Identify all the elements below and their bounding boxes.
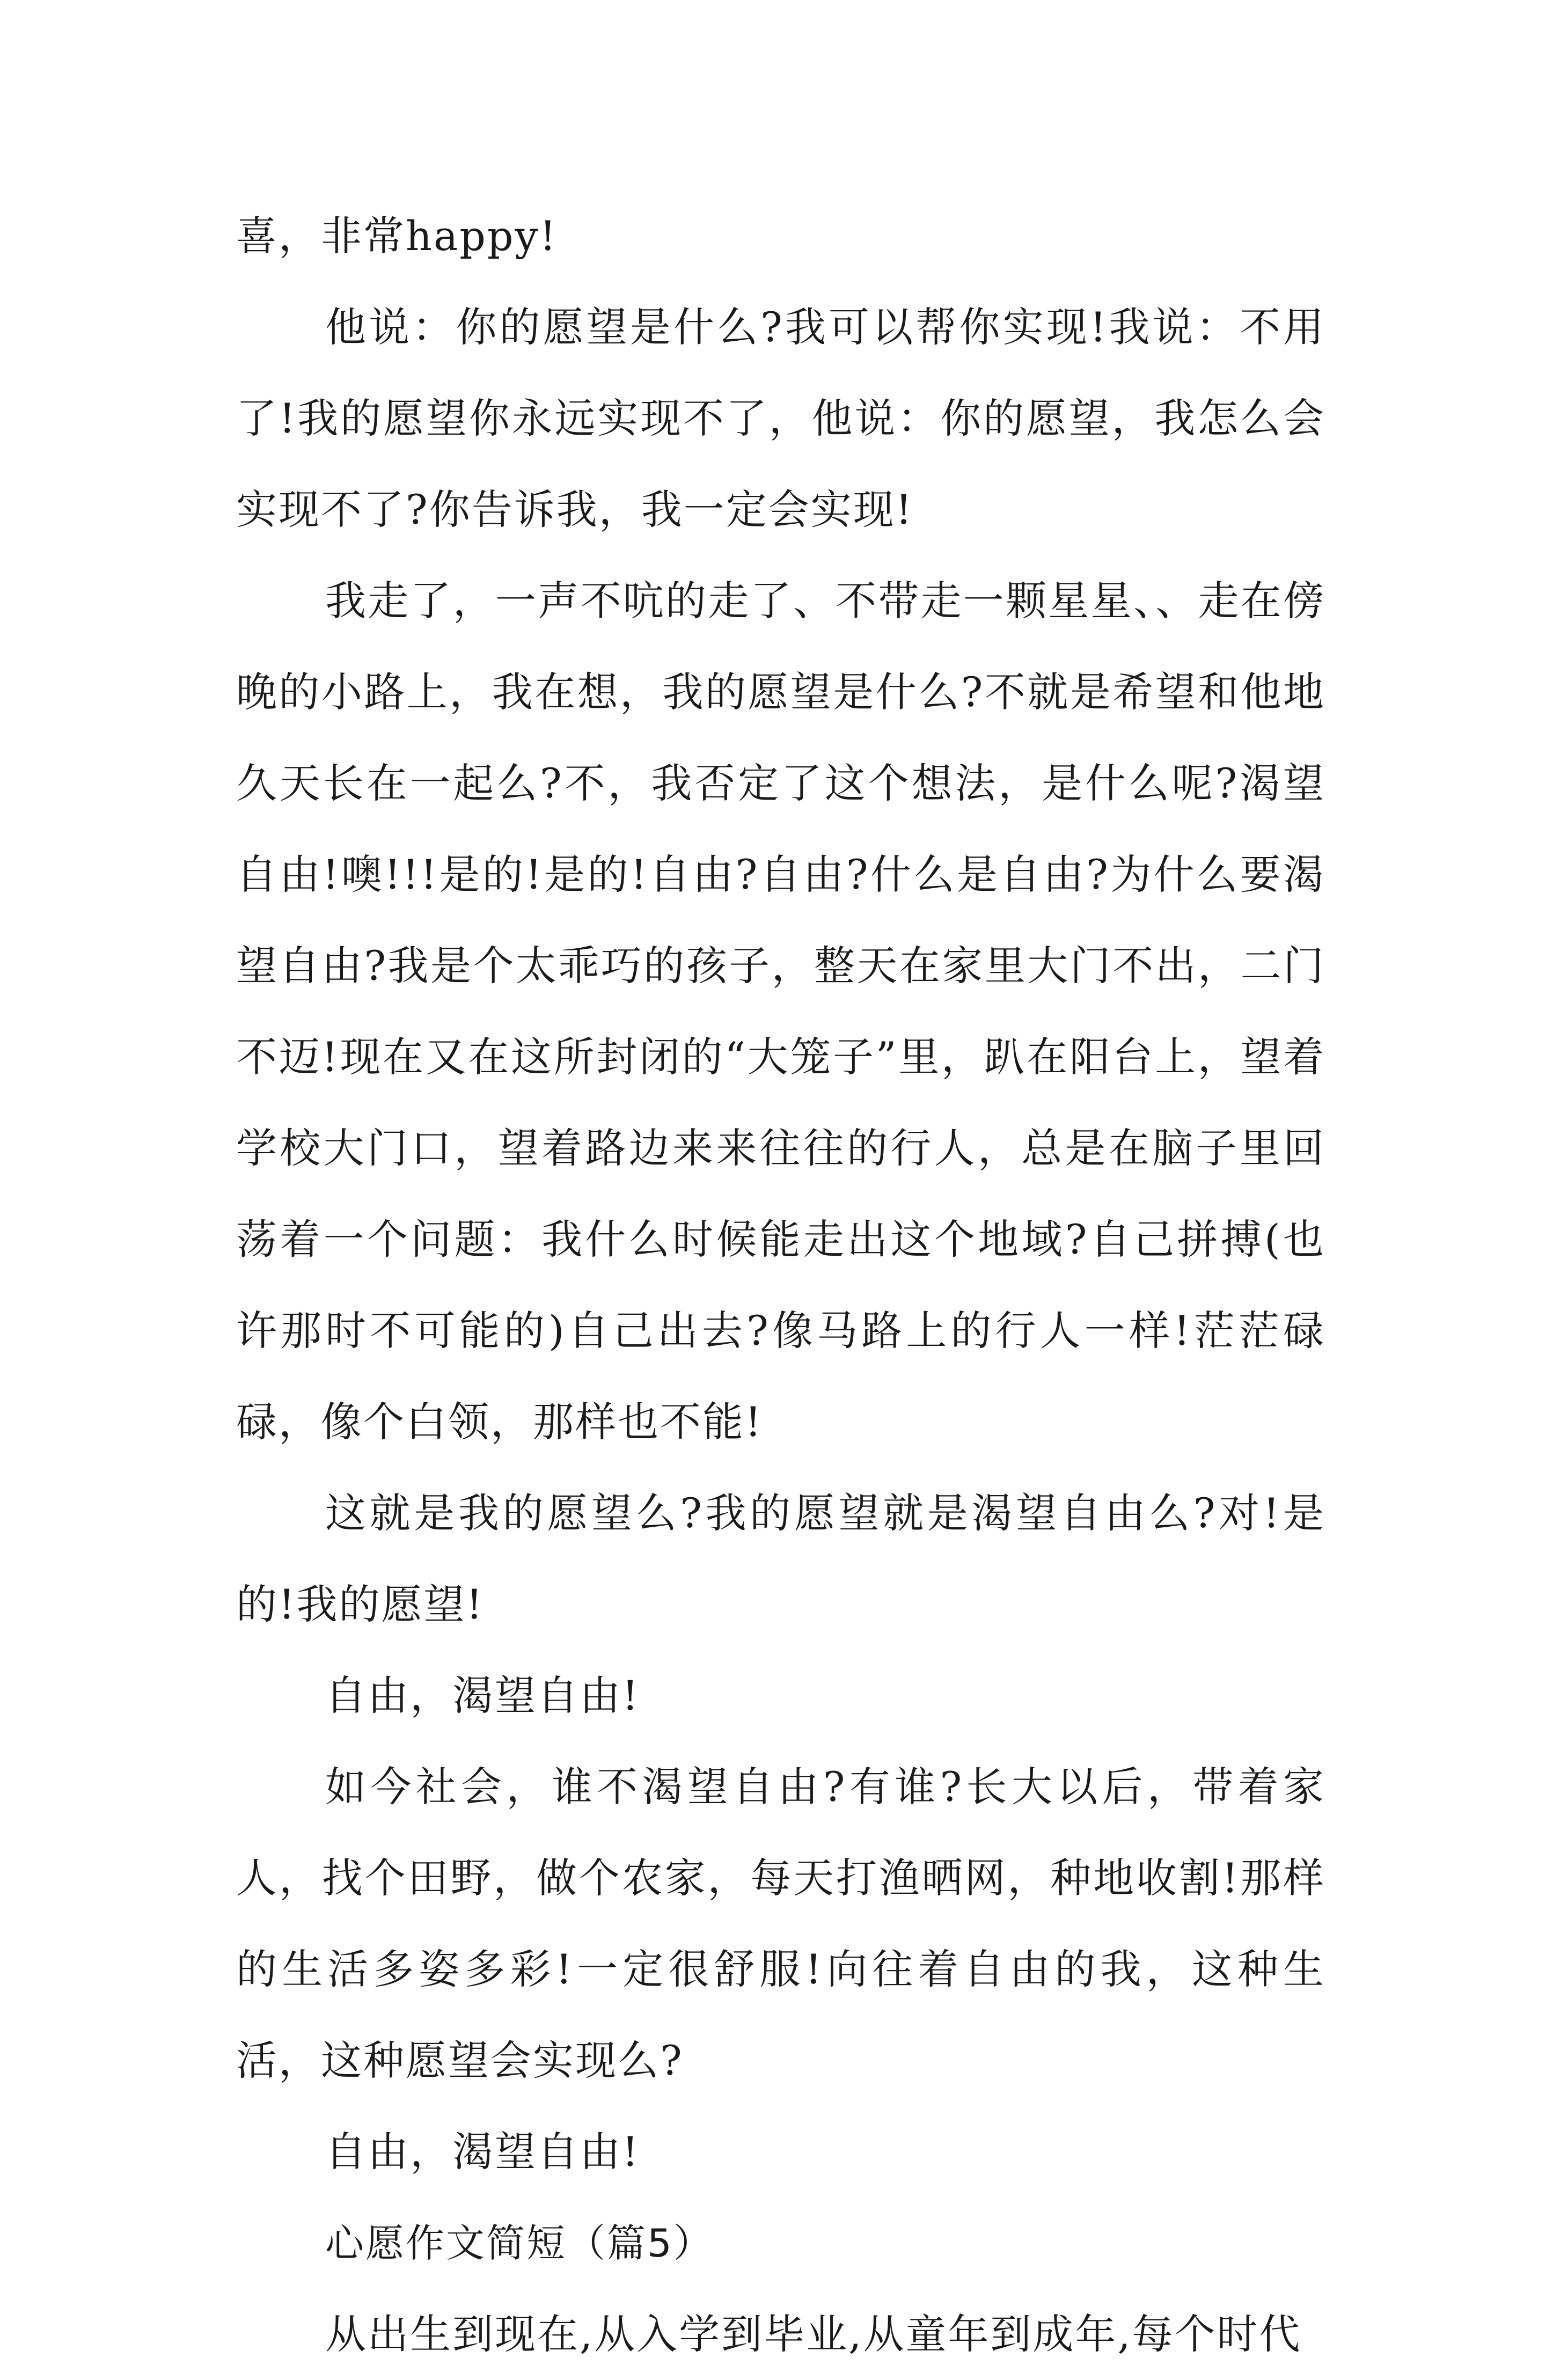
paragraph-7: 自由，渴望自由! [325, 2128, 640, 2176]
section-heading: 心愿作文简短（篇5） [325, 2221, 714, 2266]
document-body [236, 191, 1325, 2380]
paragraph-8: 从出生到现在,从入学到毕业,从童年到成年,每个时代 [325, 2310, 1302, 2358]
paragraph-3: 我走了，一声不吭的走了、不带走一颗星星、、走在傍晚的小路上，我在想，我的愿望是什么?不就是希望和他地久天长在一起么?不，我否定了这个想法，是什么呢?渴望自由!噢!!!是的!是的!自由?自由?什么是自由?为什么要渴望自由?我是个太乖巧的孩子，整天在家里大门不出，二门不迈!现在又在这所封闭的“大笼子”里，趴在阳台上，望着学校大门口，望着路边来来往往的行人，总是在脑子里回荡着一个问题：我什么时候能走出这个地域?自己拼搏(也许那时不可能的)自己出去?像马路上的行人一样!茫茫碌碌，像个白领，那样也不能! [236, 577, 1325, 1446]
paragraph-2: 他说：你的愿望是什么?我可以帮你实现!我说：不用了!我的愿望你永远实现不了，他说：你的愿望，我怎么会实现不了?你告诉我，我一定会实现! [236, 303, 1325, 533]
paragraph-6: 如今社会，谁不渴望自由?有谁?长大以后，带着家人，找个田野，做个农家，每天打渔晒网，种地收割!那样的生活多姿多彩!一定很舒服!向往着自由的我，这种生活，这种愿望会实现么? [236, 1763, 1325, 2084]
paragraph-5: 自由，渴望自由! [325, 1672, 640, 1719]
paragraph-1: 喜，非常happy! [236, 212, 558, 260]
paragraph-4: 这就是我的愿望么?我的愿望就是渴望自由么?对!是的!我的愿望! [236, 1489, 1325, 1628]
